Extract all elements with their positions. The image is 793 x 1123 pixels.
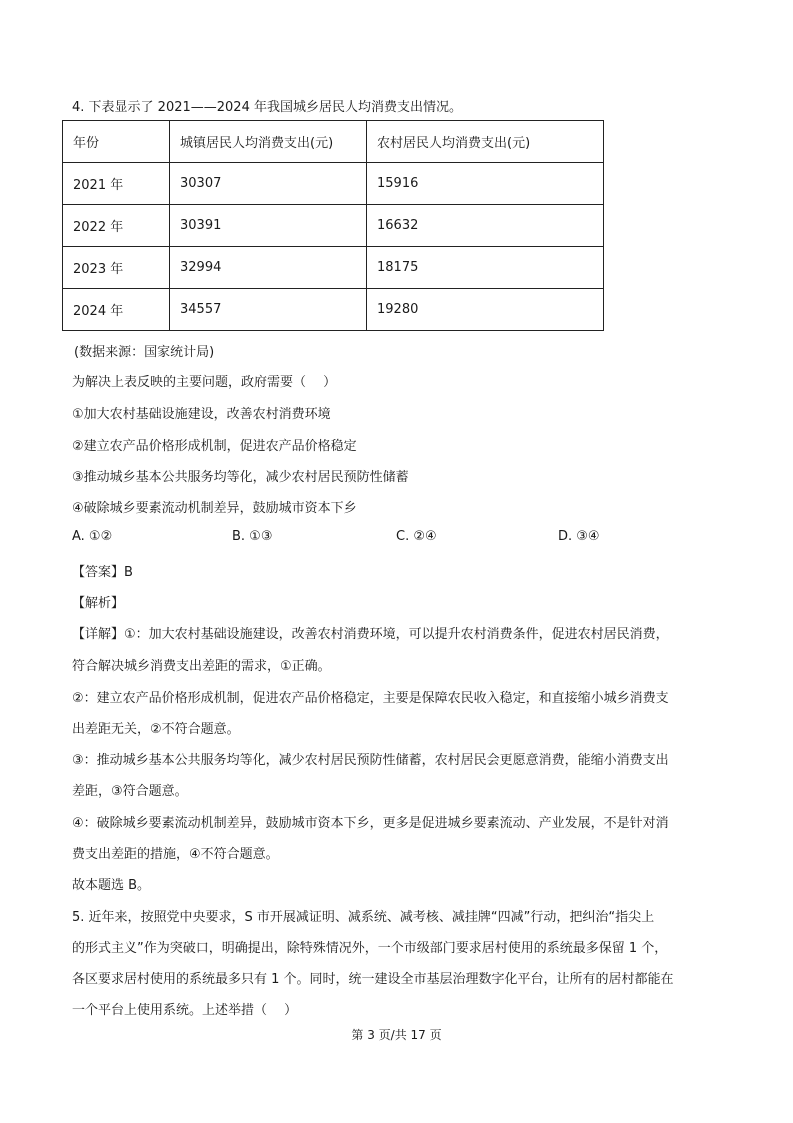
- page-number: 第 3 页/共 17 页: [351, 1028, 442, 1042]
- statement-2: ②建立农产品价格形成机制，促进农产品价格稳定: [72, 439, 357, 454]
- consumption-table: [62, 120, 604, 331]
- cell-rural: 19280: [367, 289, 604, 331]
- cell-year: 2023 年: [63, 247, 170, 289]
- option-a: A. ①②: [72, 529, 113, 544]
- question-5-line: 一个平台上使用系统。上述举措（ ）: [72, 1003, 298, 1018]
- cell-rural: 16632: [367, 205, 604, 247]
- detail-line: 出差距无关，②不符合题意。: [72, 722, 240, 737]
- answer: 【答案】B: [72, 565, 133, 580]
- data-source: (数据来源：国家统计局): [74, 345, 215, 360]
- detail-conclusion: 故本题选 B。: [72, 878, 151, 893]
- statement-3: ③推动城乡基本公共服务均等化，减少农村居民预防性储蓄: [72, 470, 409, 485]
- header-year: 年份: [63, 121, 170, 163]
- table-row: [63, 205, 604, 247]
- analysis-label: 【解析】: [72, 596, 125, 611]
- cell-year: 2021 年: [63, 163, 170, 205]
- detail-line: ②：建立农产品价格形成机制，促进农产品价格稳定，主要是保障农民收入稳定，和直接缩小城乡消费支: [72, 691, 669, 706]
- cell-urban: 30391: [170, 205, 367, 247]
- detail-line: ④：破除城乡要素流动机制差异，鼓励城市资本下乡，更多是促进城乡要素流动、产业发展，不是针对消: [72, 816, 669, 831]
- detail-line: 费支出差距的措施，④不符合题意。: [72, 847, 279, 862]
- question-5-line: 的形式主义”作为突破口，明确提出，除特殊情况外，一个市级部门要求居村使用的系统最多保留 1 个，: [72, 941, 668, 956]
- cell-urban: 34557: [170, 289, 367, 331]
- detail-line: 符合解决城乡消费支出差距的需求，①正确。: [72, 659, 331, 674]
- question-5-line: 各区要求居村使用的系统最多只有 1 个。同时，统一建设全市基层治理数字化平台，让所有的居村都能在: [72, 972, 674, 987]
- cell-year: 2022 年: [63, 205, 170, 247]
- cell-rural: 18175: [367, 247, 604, 289]
- table-header-row: [63, 121, 604, 163]
- detail-line: 【详解】①：加大农村基础设施建设，改善农村消费环境，可以提升农村消费条件，促进农村居民消费，: [72, 627, 669, 642]
- table-row: [63, 247, 604, 289]
- cell-year: 2024 年: [63, 289, 170, 331]
- question-4-title: 4. 下表显示了 2021——2024 年我国城乡居民人均消费支出情况。: [72, 100, 462, 115]
- detail-line: 差距，③符合题意。: [72, 784, 188, 799]
- table-row: [63, 289, 604, 331]
- table-row: [63, 163, 604, 205]
- statement-4: ④破除城乡要素流动机制差异，鼓励城市资本下乡: [72, 501, 357, 516]
- detail-line: ③：推动城乡基本公共服务均等化，减少农村居民预防性储蓄，农村居民会更愿意消费，能缩小消费支出: [72, 753, 669, 768]
- cell-rural: 15916: [367, 163, 604, 205]
- cell-urban: 30307: [170, 163, 367, 205]
- option-c: C. ②④: [396, 529, 437, 544]
- question-5-line: 5. 近年来，按照党中央要求，S 市开展减证明、减系统、减考核、减挂牌“四减”行动，把纠治“指尖上: [72, 910, 655, 925]
- cell-urban: 32994: [170, 247, 367, 289]
- header-urban: 城镇居民人均消费支出(元): [170, 121, 367, 163]
- header-rural: 农村居民人均消费支出(元): [367, 121, 604, 163]
- option-d: D. ③④: [558, 529, 600, 544]
- statement-1: ①加大农村基础设施建设，改善农村消费环境: [72, 407, 331, 422]
- option-b: B. ①③: [232, 529, 273, 544]
- question-stem: 为解决上表反映的主要问题，政府需要（ ）: [72, 375, 337, 390]
